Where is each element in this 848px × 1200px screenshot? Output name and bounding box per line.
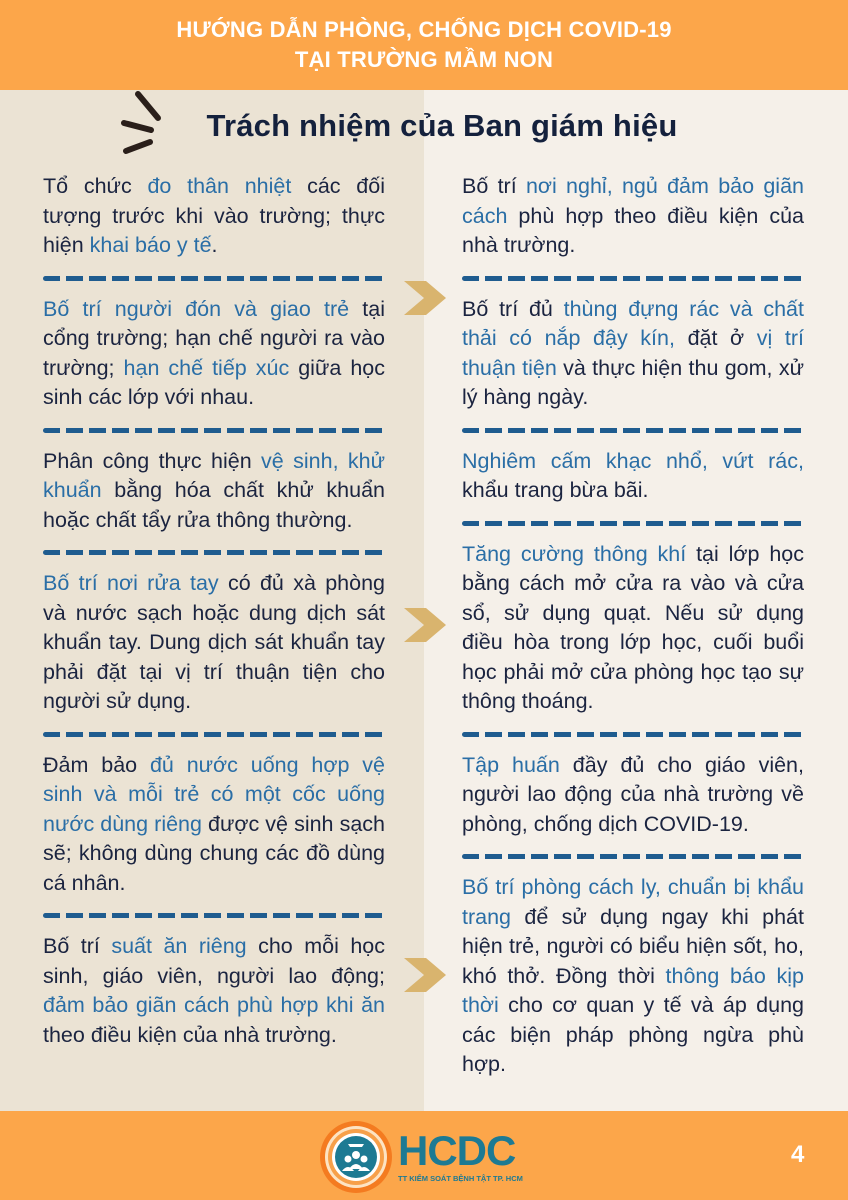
body-text: phù hợp theo điều kiện của nhà trường.: [462, 203, 804, 257]
body-text: để sử dụng ngay khi phát hiện trẻ, người có biểu hiện sốt, ho, khó thở. Đồng thời: [462, 904, 804, 988]
section-title: Trách nhiệm của Ban giám hiệu: [206, 108, 678, 143]
body-text: .: [211, 233, 218, 257]
right-item-2: [462, 295, 804, 413]
logo-subtitle: TT KIỂM SOÁT BỆNH TẬT TP. HCM: [398, 1174, 523, 1183]
page-number: 4: [791, 1141, 805, 1168]
highlighted-text: suất ăn riêng: [111, 934, 247, 958]
chevron-right-icon: [404, 608, 446, 642]
page-header: [0, 0, 848, 90]
highlighted-text: Bố trí người đón và giao trẻ: [43, 296, 350, 321]
dashed-separator: [43, 550, 385, 555]
logo-text: HCDC: [398, 1127, 516, 1174]
header-title-line1: HƯỚNG DẪN PHÒNG, CHỐNG DỊCH COVID-19: [176, 17, 672, 42]
page-footer: [0, 1111, 848, 1200]
right-item-5: [462, 751, 804, 840]
dashed-separator: [462, 428, 804, 433]
highlighted-text: thùng đựng rác và chất thải có nắp đậy kín,: [462, 296, 804, 350]
body-text: giữa học sinh các lớp với nhau.: [43, 355, 385, 409]
highlighted-text: vị trí thuận tiện: [462, 326, 804, 380]
highlighted-text: Bố trí phòng cách ly, chuẩn bị khẩu trang: [462, 875, 804, 929]
body-text: đặt ở: [674, 326, 757, 350]
body-text: và thực hiện thu gom, xử lý hàng ngày.: [462, 355, 804, 409]
body-text: Đảm bảo: [43, 752, 150, 777]
highlighted-text: hạn chế tiếp xúc: [123, 355, 290, 380]
highlighted-text: Tăng cường thông khí: [462, 541, 687, 566]
hcdc-logo-icon: [318, 1119, 394, 1195]
body-text: Phân công thực hiện: [43, 448, 262, 473]
highlighted-text: Nghiêm cấm khạc nhổ, vứt rác,: [462, 448, 804, 473]
left-column: [43, 172, 385, 1050]
highlighted-text: Bố trí nơi rửa tay: [43, 571, 219, 595]
right-item-4: [462, 540, 804, 717]
body-text: Bố trí: [43, 934, 112, 958]
chevron-right-icon: [404, 281, 446, 315]
body-text: Bố trí: [462, 174, 526, 198]
chevron-right-icon: [404, 958, 446, 992]
body-text: Tổ chức: [43, 174, 148, 198]
dashed-separator: [43, 276, 385, 281]
body-text: bằng hóa chất khử khuẩn hoặc chất tẩy rửa thông thường.: [43, 478, 385, 532]
body-text: Bố trí đủ: [462, 296, 564, 321]
highlighted-text: Tập huấn: [462, 752, 560, 777]
highlighted-text: đo thân nhiệt: [147, 174, 292, 198]
body-text: có đủ xà phòng và nước sạch hoặc dung dịch sát khuẩn tay. Dung dịch sát khuẩn tay phải đặt tại vị trí thuận tiện cho người sử dụng.: [43, 571, 385, 713]
left-item-6: [43, 932, 385, 1050]
left-item-2: [43, 295, 385, 413]
body-text: cho mỗi học sinh, giáo viên, người lao động;: [43, 934, 385, 988]
body-text: khẩu trang bừa bãi.: [462, 478, 649, 502]
highlighted-text: đủ nước uống hợp vệ sinh và mỗi trẻ có một cốc uống nước dùng riêng: [43, 752, 385, 836]
left-item-3: [43, 447, 385, 536]
right-column: [462, 172, 804, 1080]
right-item-3: [462, 447, 804, 506]
dashed-separator: [462, 732, 804, 737]
dashed-separator: [462, 276, 804, 281]
left-item-1: [43, 172, 385, 261]
dashed-separator: [462, 854, 804, 859]
left-item-4: [43, 569, 385, 717]
highlighted-text: đảm bảo giãn cách phù hợp khi ăn: [43, 993, 385, 1017]
body-text: đầy đủ cho giáo viên, người lao động của nhà trường về phòng, chống dịch COVID-19.: [462, 752, 804, 836]
body-text: tại lớp học bằng cách mở cửa ra vào và cửa sổ, sử dụng quạt. Nếu sử dụng điều hòa trong lớp học, cuối buổi học phải mở cửa phòng học tạo sự thông thoáng.: [462, 541, 804, 713]
dashed-separator: [462, 521, 804, 526]
dashed-separator: [43, 913, 385, 918]
body-text: tại cổng trường; hạn chế người ra vào trường;: [43, 296, 385, 380]
highlighted-text: khai báo y tế: [89, 233, 212, 257]
dashed-separator: [43, 428, 385, 433]
dashed-separator: [43, 732, 385, 737]
body-text: các đối tượng trước khi vào trường; thực hiện: [43, 174, 385, 257]
highlighted-text: nơi nghỉ, ngủ đảm bảo giãn cách: [462, 174, 804, 228]
right-item-6: [462, 873, 804, 1080]
highlighted-text: vệ sinh, khử khuẩn: [43, 448, 386, 502]
body-text: theo điều kiện của nhà trường.: [43, 1022, 337, 1047]
header-title-line2: TẠI TRƯỜNG MẦM NON: [294, 47, 554, 72]
body-text: cho cơ quan y tế và áp dụng các biện pháp phòng ngừa phù hợp.: [462, 993, 804, 1076]
body-text: được vệ sinh sạch sẽ; không dùng chung các đồ dùng cá nhân.: [43, 811, 385, 895]
right-item-1: [462, 172, 804, 261]
left-item-5: [43, 751, 385, 899]
highlighted-text: thông báo kịp thời: [462, 963, 804, 1017]
